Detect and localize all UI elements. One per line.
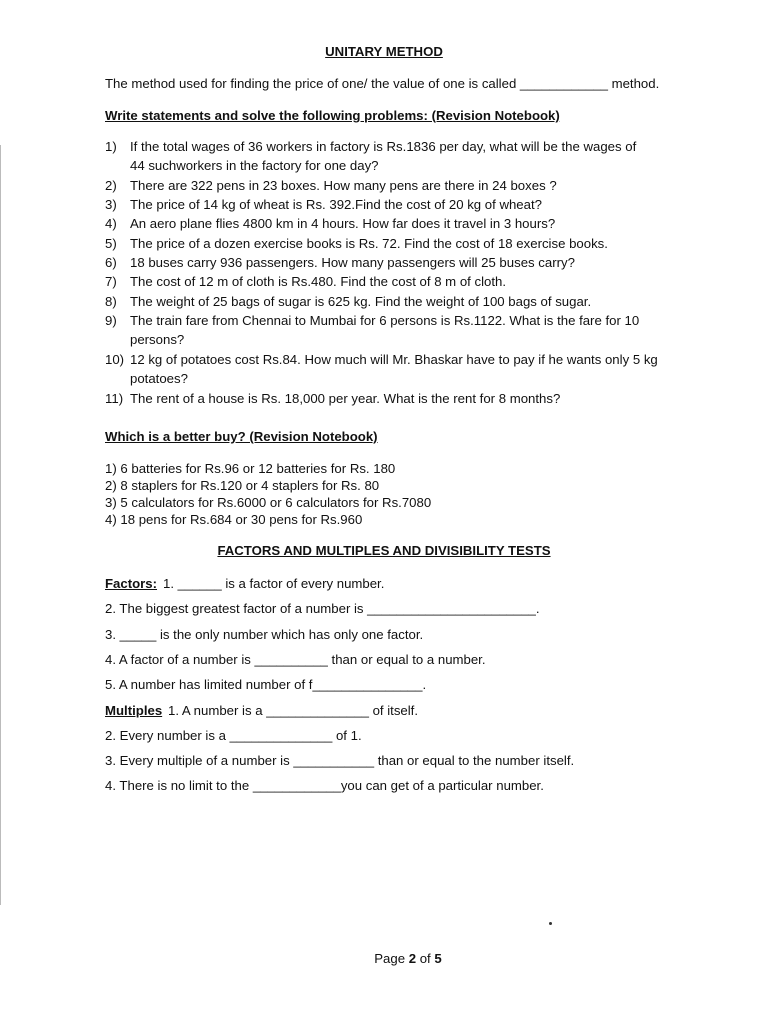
factors-label: Factors: [105,576,158,591]
problem-text: An aero plane flies 4800 km in 4 hours. How far does it travel in 3 hours? [130,216,556,231]
problem-number: 7) [105,274,117,289]
factor-item: 1. ______ is a factor of every number. [163,576,385,591]
stray-dot [549,922,552,925]
better-buy-item: 2) 8 staplers for Rs.120 or 4 staplers for Rs. 80 [105,478,380,493]
footer-prefix: Page [374,951,409,966]
intro-text: The method used for finding the price of one/ the value of one is called ____________ method. [105,76,660,91]
problem-number: 6) [105,255,117,270]
multiple-item: 4. There is no limit to the ____________you can get of a particular number. [105,778,544,793]
scan-edge-line [0,145,1,905]
problem-text: The weight of 25 bags of sugar is 625 kg. Find the weight of 100 bags of sugar. [130,294,592,309]
multiple-item: 2. Every number is a ______________ of 1. [105,728,362,743]
problem-text-continued: persons? [130,332,185,347]
problem-text: 12 kg of potatoes cost Rs.84. How much will Mr. Bhaskar have to pay if he wants only 5 kg [130,352,658,367]
footer-page-total: 5 [434,951,442,966]
multiple-item: 1. A number is a ______________ of itself. [168,703,419,718]
problem-text-continued: 44 suchworkers in the factory for one day? [130,158,379,173]
title-factors-multiples: FACTORS AND MULTIPLES AND DIVISIBILITY TESTS [217,543,551,558]
problem-text: The rent of a house is Rs. 18,000 per year. What is the rent for 8 months? [130,391,561,406]
heading-problems: Write statements and solve the following problems: (Revision Notebook) [105,108,560,123]
problem-number: 1) [105,139,117,154]
better-buy-item: 3) 5 calculators for Rs.6000 or 6 calculators for Rs.7080 [105,495,432,510]
problem-text: The cost of 12 m of cloth is Rs.480. Find the cost of 8 m of cloth. [130,274,507,289]
multiple-item: 3. Every multiple of a number is ___________ than or equal to the number itself. [105,753,575,768]
footer-mid: of [416,951,435,966]
footer-page-number: 2 [408,951,417,966]
better-buy-item: 1) 6 batteries for Rs.96 or 12 batteries for Rs. 180 [105,461,396,476]
problem-number: 11) [105,391,124,406]
heading-better-buy: Which is a better buy? (Revision Notebook) [105,429,378,444]
problem-text: The train fare from Chennai to Mumbai for 6 persons is Rs.1122. What is the fare for 10 [130,313,640,328]
page-footer [0,951,768,966]
better-buy-item: 4) 18 pens for Rs.684 or 30 pens for Rs.960 [105,512,363,527]
problem-number: 5) [105,236,117,251]
problem-number: 4) [105,216,117,231]
problem-text: The price of 14 kg of wheat is Rs. 392.Find the cost of 20 kg of wheat? [130,197,542,212]
problem-number: 9) [105,313,117,328]
problem-text-continued: potatoes? [130,371,188,386]
problem-text: There are 322 pens in 23 boxes. How many pens are there in 24 boxes ? [130,178,557,193]
problem-number: 3) [105,197,117,212]
problem-text: The price of a dozen exercise books is Rs. 72. Find the cost of 18 exercise books. [130,236,608,251]
factor-item: 5. A number has limited number of f_______________. [105,677,427,692]
problem-number: 8) [105,294,117,309]
problem-text: If the total wages of 36 workers in factory is Rs.1836 per day, what will be the wages of [130,139,637,154]
factor-item: 4. A factor of a number is __________ than or equal to a number. [105,652,486,667]
multiples-label: Multiples [105,703,163,718]
factor-item: 2. The biggest greatest factor of a number is _______________________. [105,601,540,616]
problem-number: 2) [105,178,117,193]
title-unitary-method: UNITARY METHOD [325,44,443,59]
factor-item: 3. _____ is the only number which has only one factor. [105,627,424,642]
problem-number: 10) [105,352,125,367]
problem-text: 18 buses carry 936 passengers. How many passengers will 25 buses carry? [130,255,575,270]
